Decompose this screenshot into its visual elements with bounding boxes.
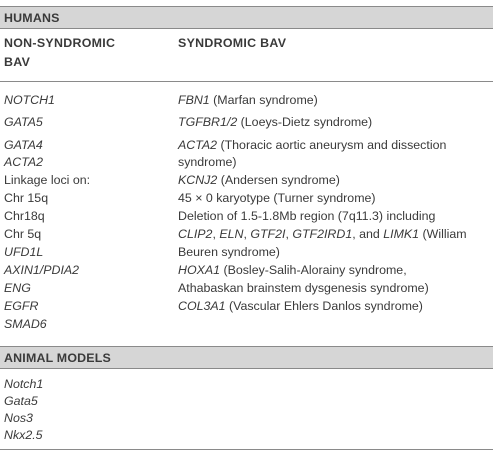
column-header-non-syndromic [4, 34, 154, 72]
syndromic-item: FBN1 (Marfan syndrome) [178, 93, 318, 107]
animal-model-item: Gata5 [4, 394, 38, 408]
syndromic-item-continuation: syndrome) [178, 155, 237, 169]
non-syndromic-item: ENG [4, 281, 31, 295]
non-syndromic-item: NOTCH1 [4, 93, 55, 107]
section-label-animal-models: ANIMAL MODELS [4, 351, 112, 365]
syndromic-item: TGFBR1/2 (Loeys-Dietz syndrome) [178, 115, 373, 129]
non-syndromic-item: EGFR [4, 299, 39, 313]
header-divider [0, 81, 493, 82]
syndromic-item: 45 × 0 karyotype (Turner syndrome) [178, 191, 376, 205]
non-syndromic-item: Chr 5q [4, 227, 42, 241]
syndromic-item-continuation: CLIP2, ELN, GTF2I, GTF2IRD1, and LIMK1 (William [178, 227, 467, 241]
non-syndromic-item: UFD1L [4, 245, 44, 259]
non-syndromic-item: AXIN1/PDIA2 [4, 263, 80, 277]
column-header-non-syndromic-line1: NON-SYNDROMIC [4, 36, 116, 50]
non-syndromic-item: ACTA2 [4, 155, 44, 169]
syndromic-item-continuation: Athabaskan brainstem dysgenesis syndrome) [178, 281, 429, 295]
section-label-humans: HUMANS [4, 11, 60, 25]
syndromic-item: KCNJ2 (Andersen syndrome) [178, 173, 340, 187]
section-header-humans [0, 6, 493, 29]
syndromic-item-continuation: Beuren syndrome) [178, 245, 280, 259]
non-syndromic-item: Linkage loci on: [4, 173, 91, 187]
section-header-animal-models [0, 346, 493, 369]
non-syndromic-item: Chr 15q [4, 191, 49, 205]
animal-model-item: Nkx2.5 [4, 428, 43, 442]
non-syndromic-item: GATA5 [4, 115, 43, 129]
column-header-non-syndromic-line2: BAV [4, 55, 31, 69]
table-bottom-rule [0, 449, 493, 450]
syndromic-item: Deletion of 1.5-1.8Mb region (7q11.3) including [178, 209, 436, 223]
animal-model-item: Notch1 [4, 377, 44, 391]
non-syndromic-item: GATA4 [4, 138, 43, 152]
column-header-syndromic: SYNDROMIC BAV [178, 36, 287, 50]
animal-model-item: Nos3 [4, 411, 33, 425]
non-syndromic-item: Chr18q [4, 209, 45, 223]
syndromic-item: ACTA2 (Thoracic aortic aneurysm and dissection [178, 138, 447, 152]
non-syndromic-item: SMAD6 [4, 317, 47, 331]
syndromic-item: COL3A1 (Vascular Ehlers Danlos syndrome) [178, 299, 423, 313]
syndromic-item: HOXA1 (Bosley-Salih-Alorainy syndrome, [178, 263, 407, 277]
